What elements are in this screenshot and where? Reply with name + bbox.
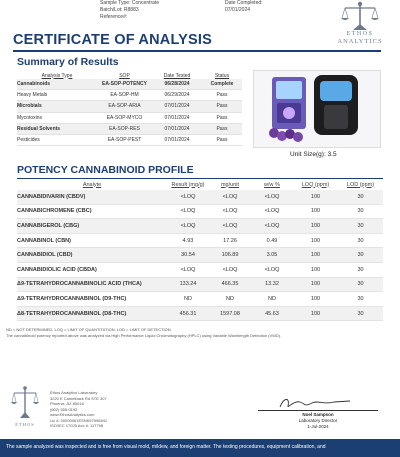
potency-ww: <LOQ	[251, 204, 293, 219]
potency-loq: 100	[293, 277, 338, 292]
product-photo	[253, 70, 381, 148]
potency-ww: 13.32	[251, 277, 293, 292]
potency-mgunit: 106.89	[209, 248, 251, 263]
potency-mgunit: 466.35	[209, 277, 251, 292]
potency-result: <LOQ	[167, 204, 209, 219]
potency-result: <LOQ	[167, 190, 209, 204]
notes-abbreviations: ND = NOT DETERMINED, LOQ = LIMIT OF QUANTITATION, LOD = LIMIT OF DETECTION	[6, 327, 171, 332]
reference: Reference#:	[100, 14, 128, 20]
footer-disclaimer: The sample analyzed was inspected and is free from visual mold, mildew, and foreign matter. The testing procedures, equipment calibration, and	[6, 444, 326, 450]
potency-analyte: CANNABIDIOL (CBD)	[17, 248, 167, 263]
summary-row	[17, 90, 242, 101]
summary-date: 07/01/2024	[152, 134, 202, 145]
potency-heading: POTENCY CANNABINOID PROFILE	[17, 164, 194, 176]
potency-col-result: Result (mg/g)	[171, 181, 205, 188]
potency-loq: 100	[293, 190, 338, 204]
ethos-logo	[325, 0, 395, 48]
potency-row	[17, 292, 383, 307]
date-completed: 07/01/2024	[225, 7, 251, 13]
summary-type: Heavy Metals	[17, 90, 97, 101]
potency-loq: 100	[293, 204, 338, 219]
potency-row	[17, 248, 383, 263]
product-image	[254, 71, 380, 147]
potency-analyte: CANNABIGEROL (CBG)	[17, 219, 167, 234]
signer-name: Noel Sampson	[302, 412, 334, 417]
potency-lod: 30	[338, 262, 383, 277]
summary-sop: EA-SOP-MYCO	[97, 112, 152, 123]
seal-text: ETHOS	[15, 422, 35, 427]
potency-lod: 30	[338, 219, 383, 234]
potency-loq: 100	[293, 219, 338, 234]
summary-row	[17, 79, 242, 90]
notes	[6, 327, 396, 338]
summary-col-sop: SOP	[119, 72, 130, 79]
signature	[260, 396, 375, 410]
lab-address2: Phoenix, AZ 85016	[50, 401, 84, 406]
potency-analyte: Δ9-TETRAHYDROCANNABINOL (D9-THC)	[17, 292, 167, 307]
summary-col-type: Analysis Type	[41, 72, 73, 79]
potency-ww: ND	[251, 292, 293, 307]
header-meta-left	[100, 0, 159, 21]
potency-mgunit: 17.26	[209, 233, 251, 248]
potency-row	[17, 306, 383, 321]
scales-seal-icon	[8, 384, 42, 424]
summary-heading: Summary of Results	[17, 56, 119, 68]
potency-loq: 100	[293, 262, 338, 277]
summary-status: Pass	[202, 123, 242, 134]
potency-ww: 45.63	[251, 306, 293, 321]
potency-col-lod: LOD (ppm)	[346, 181, 375, 188]
summary-date: 07/01/2024	[152, 112, 202, 123]
summary-header-row	[17, 72, 242, 79]
potency-row	[17, 233, 383, 248]
unit-size: Unit Size(g): 3.5	[290, 151, 337, 158]
summary-row	[17, 112, 242, 123]
logo-sub: ANALYTICS	[337, 38, 383, 45]
potency-mgunit: ND	[209, 292, 251, 307]
scales-icon	[325, 0, 395, 34]
potency-ww: 0.49	[251, 233, 293, 248]
lab-license: Lic #: 00000061ESNK67596841	[50, 417, 108, 423]
signer-title: Laboratory Director	[298, 418, 338, 423]
summary-type: Cannabinoids	[17, 79, 97, 90]
potency-lod: 30	[338, 190, 383, 204]
potency-result: <LOQ	[167, 262, 209, 277]
summary-date: 06/29/2024	[152, 90, 202, 101]
potency-result: 456.31	[167, 306, 209, 321]
potency-loq: 100	[293, 233, 338, 248]
summary-date: 06/28/2024	[152, 79, 202, 90]
header-meta-right	[225, 0, 263, 14]
potency-row	[17, 204, 383, 219]
page-title: CERTIFICATE OF ANALYSIS	[13, 32, 213, 48]
summary-type: Microbials	[17, 101, 97, 112]
potency-result: 30.54	[167, 248, 209, 263]
lab-iso: ISO/IEC 17025 Acc #: 117798	[50, 423, 104, 428]
lab-seal	[8, 384, 42, 432]
lab-address1: 3220 E Camelback Rd STE 307	[50, 395, 107, 401]
summary-status: Pass	[202, 134, 242, 145]
potency-mgunit: <LOQ	[209, 262, 251, 277]
summary-status: Pass	[202, 90, 242, 101]
potency-analyte: CANNABICHROMENE (CBC)	[17, 204, 167, 219]
potency-row	[17, 277, 383, 292]
potency-col-analyte: Analyte	[82, 181, 102, 188]
summary-status: Pass	[202, 112, 242, 123]
potency-mgunit: <LOQ	[209, 190, 251, 204]
batch-lot: Batch/Lot: R8883	[100, 7, 139, 13]
potency-col-loq: LOQ (ppm)	[301, 181, 330, 188]
lab-web: www.EthosAnalytics.com	[50, 412, 95, 417]
potency-ww: 3.05	[251, 248, 293, 263]
potency-analyte: CANNABIDIOLIC ACID (CBDA)	[17, 262, 167, 277]
potency-lod: 30	[338, 204, 383, 219]
logo-name: ETHOS	[346, 31, 374, 37]
summary-sop: EA-SOP-HM	[97, 90, 152, 101]
potency-lod: 30	[338, 292, 383, 307]
summary-table	[17, 72, 242, 146]
potency-result: <LOQ	[167, 219, 209, 234]
date-completed-label: Date Completed:	[225, 0, 263, 6]
potency-ww: <LOQ	[251, 190, 293, 204]
potency-loq: 100	[293, 306, 338, 321]
potency-lod: 30	[338, 233, 383, 248]
summary-type: Residual Solvents	[17, 123, 97, 134]
potency-mgunit: <LOQ	[209, 219, 251, 234]
summary-sop: EA-SOP-PEST	[97, 134, 152, 145]
summary-type: Pesticides	[17, 134, 97, 145]
potency-col-mgunit: mg/unit	[220, 181, 240, 188]
sample-type: Sample Type: Concentrate	[100, 0, 160, 6]
summary-status: Pass	[202, 101, 242, 112]
lab-address	[50, 390, 200, 429]
signature-block	[258, 412, 378, 430]
potency-analyte: CANNABIDIVARIN (CBDV)	[17, 190, 167, 204]
potency-row	[17, 262, 383, 277]
potency-result: 4.93	[167, 233, 209, 248]
potency-analyte: Δ8-TETRAHYDROCANNABINOL (D8-THC)	[17, 306, 167, 321]
summary-type: Mycotoxins	[17, 112, 97, 123]
potency-header-row	[17, 179, 383, 190]
summary-row	[17, 134, 242, 145]
summary-col-status: Status	[214, 72, 230, 79]
potency-result: ND	[167, 292, 209, 307]
potency-row	[17, 219, 383, 234]
lab-phone: (602) 555-0192	[50, 406, 78, 412]
potency-col-ww: w/w %	[264, 181, 280, 188]
potency-result: 133.24	[167, 277, 209, 292]
signature-line	[258, 410, 378, 411]
potency-analyte: Δ9-TETRAHYDROCANNABINOLIC ACID (THCA)	[17, 277, 167, 292]
notes-method: The cannabinoid potency reported above was analyzed via High Performance Liquid Chromatography (HPLC) using Variable Wavelength Detection (VWD).	[6, 332, 282, 338]
summary-sop: EA-SOP-POTENCY	[97, 79, 152, 90]
potency-loq: 100	[293, 248, 338, 263]
title-divider	[13, 50, 381, 52]
potency-lod: 30	[338, 248, 383, 263]
potency-lod: 30	[338, 306, 383, 321]
summary-date: 07/01/2024	[152, 123, 202, 134]
summary-status: Complete	[202, 79, 242, 90]
potency-lod: 30	[338, 277, 383, 292]
potency-analyte: CANNABINOL (CBN)	[17, 233, 167, 248]
potency-table	[17, 179, 383, 321]
potency-ww: <LOQ	[251, 219, 293, 234]
summary-row	[17, 123, 242, 134]
signature-scribble	[260, 396, 375, 410]
signature-date: 1-Jul-2024	[307, 424, 329, 429]
potency-mgunit: 1597.08	[209, 306, 251, 321]
summary-row	[17, 101, 242, 112]
potency-ww: <LOQ	[251, 262, 293, 277]
summary-col-date: Date Tested	[163, 72, 191, 79]
potency-mgunit: <LOQ	[209, 204, 251, 219]
potency-loq: 100	[293, 292, 338, 307]
potency-row	[17, 190, 383, 204]
summary-sop: EA-SOP-RES	[97, 123, 152, 134]
summary-date: 07/01/2024	[152, 101, 202, 112]
lab-name: Ethos Analytics Laboratory	[50, 390, 98, 395]
summary-sop: EA-SOP-ARIA	[97, 101, 152, 112]
